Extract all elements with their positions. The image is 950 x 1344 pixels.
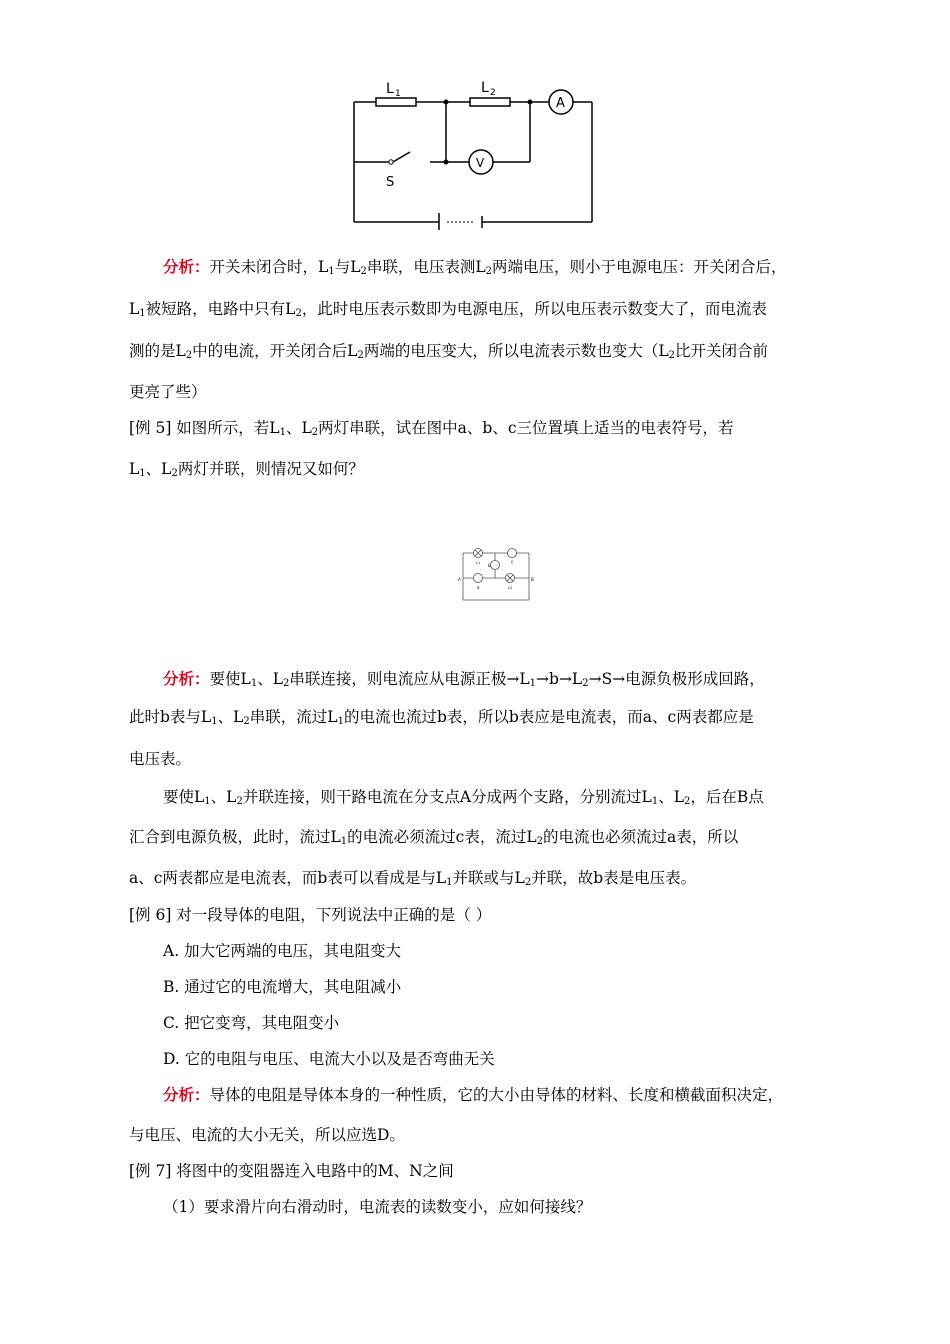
- l2-label: L: [481, 80, 489, 96]
- svg-text:1: 1: [395, 89, 401, 99]
- analysis-1-line-1: 分析：开关未闭合时，$L_1$与$L_2$串联，电压表测$L_2$两端电压，则小于电源电压：开关闭合后，: [163, 257, 787, 277]
- analysis-2-line-1: 分析：要使$L_1$、$L_2$串联连接，则电流应从电源正极$\to L_1\to b\to L_2\to S\to$电源负极形成回路，: [163, 669, 765, 689]
- svg-text:B: B: [531, 577, 534, 582]
- voltmeter-label: V: [476, 156, 485, 170]
- analysis-1-line-2: $L_1$被短路，电路中只有$L_2$，此时电压表示数即为电源电压，所以电压表示数变大了，而电流表: [129, 300, 767, 319]
- example-5-line-2: $L_1$、$L_2$两灯并联，则情况又如何？: [129, 460, 364, 479]
- svg-text:c: c: [511, 559, 514, 564]
- svg-text:b: b: [488, 563, 491, 568]
- example-5-line-1: [例 5] 如图所示，若$L_1$、$L_2$两灯串联，试在图中a、b、c三位置填上适当的电表符号，若: [129, 419, 734, 438]
- analysis-label: 分析：: [163, 257, 210, 276]
- analysis-2-line-3: 电压表。: [129, 750, 192, 768]
- lamp-l1-resistor: [376, 98, 416, 106]
- example-6-option-c: C. 把它变弯，其电阻变小: [163, 1014, 340, 1032]
- example-6-option-d: D. 它的电阻与电压、电流大小以及是否弯曲无关: [163, 1050, 495, 1068]
- example-6-analysis-2: 与电压、电流的大小无关，所以应选D。: [129, 1126, 405, 1144]
- svg-text:L2: L2: [508, 586, 513, 590]
- lamp-l2-resistor: [470, 98, 510, 106]
- analysis-2-line-2: 此时b表与$L_1$、$L_2$串联，流过$L_1$的电流也流过b表，所以b表应是电流表，而a、c两表都应是: [129, 708, 754, 727]
- svg-text:a: a: [477, 585, 480, 590]
- circuit-diagram-1: [345, 72, 605, 230]
- circuit-diagram-2: [455, 545, 535, 607]
- example-6-question: [例 6] 对一段导体的电阻，下列说法中正确的是（ ）: [129, 906, 492, 924]
- switch-label: S: [386, 175, 395, 190]
- analysis-1-line-4: 更亮了些）: [129, 383, 207, 401]
- example-6-analysis-1: 分析：导体的电阻是导体本身的一种性质，它的大小由导体的材料、长度和横截面积决定，: [163, 1085, 784, 1104]
- example-6-option-a: A. 加大它两端的电压，其电阻变大: [163, 942, 402, 960]
- example-6-option-b: B. 通过它的电流增大，其电阻减小: [163, 978, 402, 996]
- ammeter-label: A: [556, 96, 565, 111]
- svg-text:A: A: [458, 577, 461, 582]
- analysis-2-line-4: 要使$L_1$、$L_2$并联连接，则干路电流在分支点A分成两个支路，分别流过$L_1$、$L_2$，后在B点: [163, 788, 764, 807]
- analysis-2-line-5: 汇合到电源负极，此时，流过$L_1$的电流必须流过c表，流过$L_2$的电流也必须流过a表，所以: [129, 828, 739, 847]
- example-7-subquestion-1: （1）要求滑片向右滑动时，电流表的读数变小，应如何接线？: [163, 1198, 592, 1216]
- analysis-2-line-6: a、c两表都应是电流表，而b表可以看成是与$L_1$并联或与$L_2$并联，故b表是电压表。: [129, 869, 697, 888]
- analysis-1-line-3: 测的是$L_2$中的电流，开关闭合后$L_2$两端的电压变大，所以电流表示数也变大（$L_2$比开关闭合前: [129, 342, 769, 361]
- svg-text:2: 2: [490, 88, 496, 98]
- l1-label: L: [386, 81, 394, 97]
- example-7-question: [例 7] 将图中的变阻器连入电路中的M、N之间: [129, 1162, 454, 1180]
- svg-text:L1: L1: [476, 561, 481, 565]
